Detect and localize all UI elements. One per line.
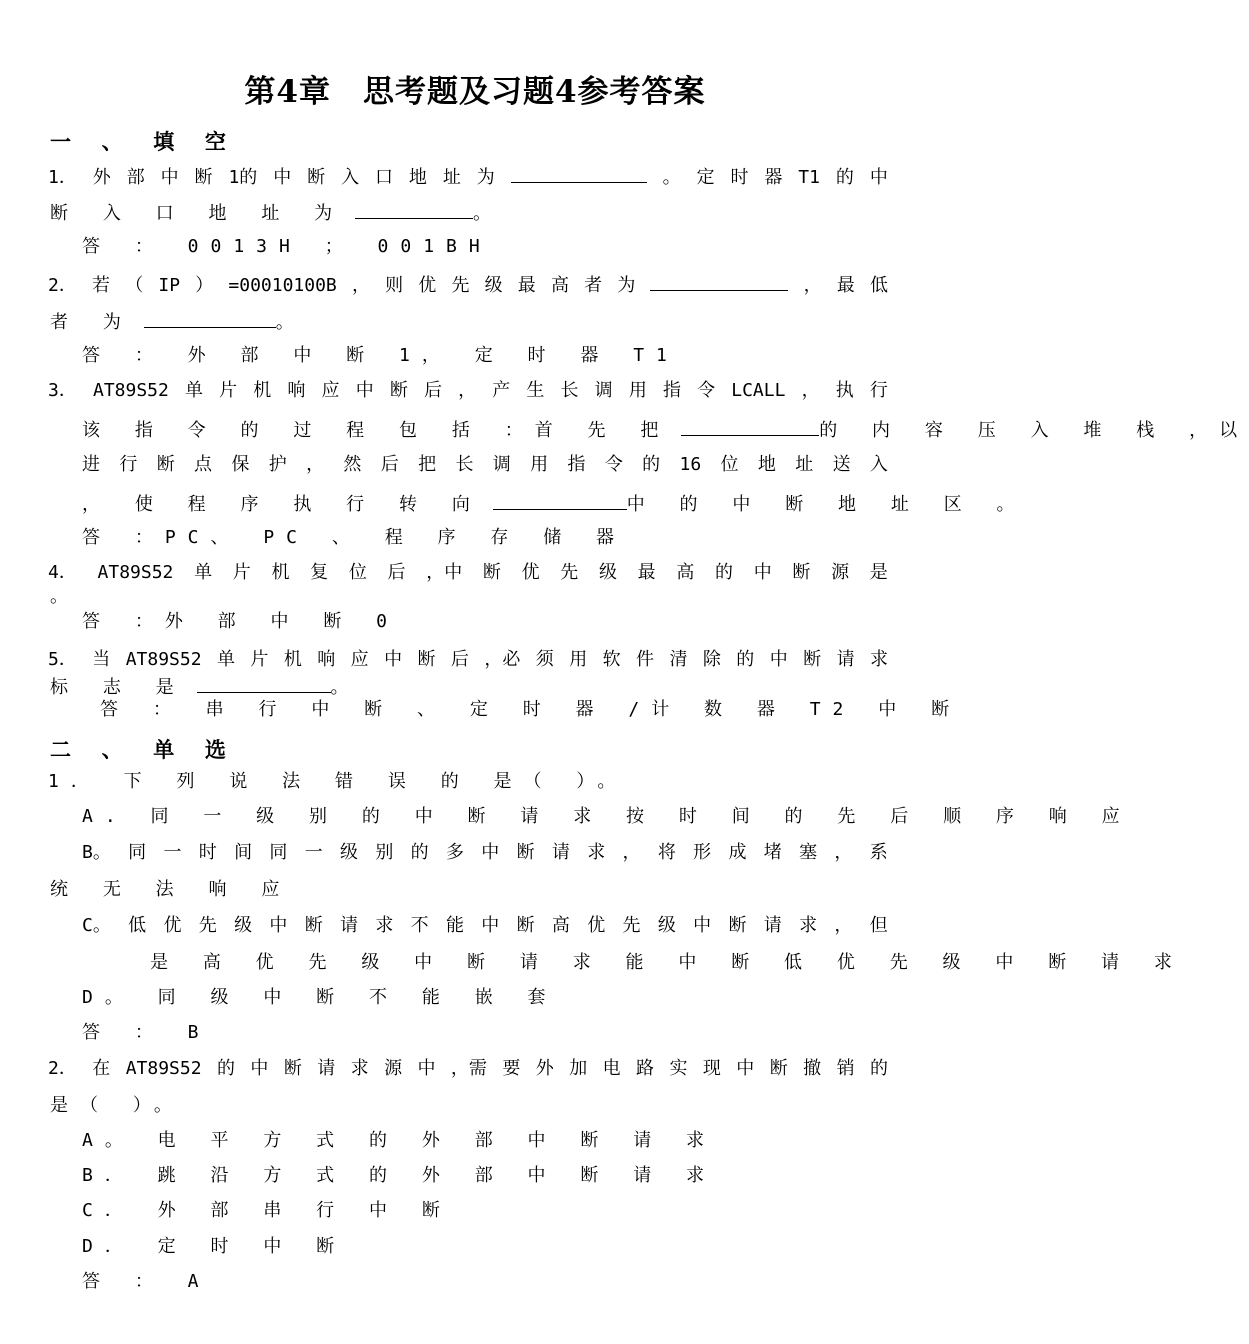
q4-answer: 答 ：外 部 中 断 0 <box>82 611 400 632</box>
text-token: 不 <box>410 915 429 936</box>
text-token: 先 <box>622 915 641 936</box>
text-token: 中 <box>736 1058 755 1079</box>
text-token: 断 <box>792 562 811 583</box>
text-token: 位 <box>720 454 739 475</box>
text-token: 最 <box>517 275 536 296</box>
text-token: 中 <box>417 1058 436 1079</box>
text-token: 最 <box>637 562 656 583</box>
text-token: LCALL <box>731 380 786 401</box>
text-token: 入 <box>341 167 360 188</box>
text-token: 进 <box>82 454 100 475</box>
text-token: 现 <box>702 1058 721 1079</box>
text-token: 中 <box>481 842 500 863</box>
text-token: 低 <box>128 915 147 936</box>
text-token: 入 <box>869 454 888 475</box>
text-token: 单 <box>184 380 203 401</box>
text-token: 能 <box>445 915 464 936</box>
s1-option-b-line-1 <box>82 842 888 864</box>
text-token: 地 <box>757 454 776 475</box>
text-token: 优 <box>521 562 540 583</box>
text-token: 系 <box>869 842 888 863</box>
text-token: 片 <box>250 649 269 670</box>
text-token: 一 <box>163 842 182 863</box>
text-token: 当 <box>92 649 111 670</box>
section-heading-single-choice: 二 、 单 选 <box>50 738 235 762</box>
q2-line-1 <box>48 272 888 297</box>
text-token: 。 <box>662 167 681 188</box>
text-token: 令 <box>697 380 716 401</box>
text-token: 源 <box>831 562 850 583</box>
s2-option-b: B． 跳 沿 方 式 的 外 部 中 断 请 求 <box>82 1165 717 1186</box>
text-token: 低 <box>870 275 888 296</box>
text-token: 2． <box>48 1058 77 1079</box>
text-token: =00010100B <box>228 275 337 296</box>
q1-answer: 答 ： 0013H ； 001BH <box>82 236 492 257</box>
text-token: AT89S52 <box>92 380 169 401</box>
text-token: 时 <box>198 842 217 863</box>
text-token: 复 <box>310 562 329 583</box>
text-token: 断 <box>482 562 501 583</box>
text-token: AT89S52 <box>97 562 174 583</box>
text-token: 断 <box>728 915 747 936</box>
text-token: 一 <box>304 842 323 863</box>
q3-line-2: 该 指 令 的 过 程 包 括 ：首 先 把 的 内 容 压 入 堆 栈 ，以 <box>82 417 1249 442</box>
text-token: 行 <box>119 454 138 475</box>
text-token: 用 <box>530 454 549 475</box>
text-token: 后 <box>423 380 442 401</box>
text-token: 响 <box>287 380 306 401</box>
text-token: 最 <box>836 275 855 296</box>
text-token: 形 <box>693 842 712 863</box>
text-token: 断 <box>417 649 436 670</box>
text-token: 后 <box>380 454 399 475</box>
text-token: 3． <box>48 380 77 401</box>
text-token: 址 <box>795 454 814 475</box>
text-token: 求 <box>375 915 394 936</box>
text-token: 机 <box>283 649 302 670</box>
s2-option-a: A。 电 平 方 式 的 外 部 中 断 请 求 <box>82 1130 717 1151</box>
text-token: 多 <box>445 842 464 863</box>
text-token: 先 <box>560 562 579 583</box>
text-token: 件 <box>636 649 655 670</box>
q5-line-2: 标 志 是 。 <box>50 674 349 699</box>
text-token: 是 <box>869 562 888 583</box>
text-token: 令 <box>604 454 623 475</box>
text-token: 优 <box>163 915 182 936</box>
text-token: 优 <box>587 915 606 936</box>
text-token: 除 <box>702 649 721 670</box>
text-token: 产 <box>492 380 511 401</box>
section-heading-fill-blank: 一 、 填 空 <box>50 130 235 154</box>
text-token: 单 <box>194 562 213 583</box>
text-token: 求 <box>587 842 606 863</box>
text-token: 中 <box>273 167 292 188</box>
answer-blank <box>144 309 276 328</box>
text-token: 先 <box>451 275 470 296</box>
text-token: ， <box>801 380 820 401</box>
text-token: 机 <box>271 562 290 583</box>
text-token: 然 <box>343 454 362 475</box>
text-token: 位 <box>348 562 367 583</box>
s1-stem: 1． 下 列 说 法 错 误 的 是（ ）。 <box>48 771 628 792</box>
text-token: 应 <box>321 380 340 401</box>
text-token: 求 <box>799 915 818 936</box>
text-token: 4． <box>48 562 77 583</box>
q2-line-2: 者 为 。 <box>50 309 294 334</box>
text-token: T1 <box>798 167 820 188</box>
text-token: 销 <box>836 1058 855 1079</box>
text-token: AT89S52 <box>125 649 202 670</box>
text-token: 同 <box>269 842 288 863</box>
q3-answer: 答 ：PC、 PC 、 程 序 存 储 器 <box>82 527 627 548</box>
text-token: 求 <box>350 1058 369 1079</box>
text-token: ， <box>306 454 325 475</box>
text-token: 中 <box>160 167 179 188</box>
text-token: 者 <box>584 275 603 296</box>
text-token: 点 <box>194 454 213 475</box>
text-token: 地 <box>408 167 427 188</box>
q3-line-1 <box>48 380 888 402</box>
text-token: 请 <box>317 1058 336 1079</box>
text-token: ） <box>195 275 214 296</box>
s2-answer: 答 ： A <box>82 1271 211 1292</box>
text-token: 中 <box>384 649 403 670</box>
text-token: 5． <box>48 649 77 670</box>
q5-answer: 答 ： 串 行 中 断 、 定 时 器 /计 数 器 T2 中 断 <box>100 699 962 720</box>
text-token: 的 <box>736 649 755 670</box>
text-token: 级 <box>598 562 617 583</box>
text-token: ，中 <box>426 562 463 583</box>
s1-option-a: A. 同 一 级 别 的 中 断 请 求 按 时 间 的 先 后 顺 序 响 应 <box>82 806 1132 827</box>
text-token: 单 <box>216 649 235 670</box>
text-token: 的 <box>642 454 661 475</box>
text-token: 生 <box>526 380 545 401</box>
text-token: 把 <box>418 454 437 475</box>
text-token: 后 <box>387 562 406 583</box>
text-token: 的 <box>835 167 854 188</box>
text-token: 中 <box>693 915 712 936</box>
text-token: ， <box>622 842 641 863</box>
text-token: 将 <box>657 842 676 863</box>
text-token: 用 <box>569 649 588 670</box>
text-token: 若 <box>92 275 111 296</box>
text-token: 级 <box>234 915 253 936</box>
page-title: 第4章 思考题及习题4参考答案 <box>244 74 706 110</box>
text-token: 请 <box>551 842 570 863</box>
text-token: IP <box>158 275 181 296</box>
text-token: 16 <box>679 454 702 475</box>
text-token: 间 <box>234 842 253 863</box>
text-token: 先 <box>198 915 217 936</box>
text-token: 执 <box>835 380 854 401</box>
answer-blank <box>650 272 788 291</box>
text-token: 指 <box>662 380 681 401</box>
q4-line-1 <box>48 562 888 584</box>
text-token: ， <box>834 842 853 863</box>
s2-option-d: D． 定 时 中 断 <box>82 1236 347 1257</box>
text-token: 机 <box>253 380 272 401</box>
text-token: ， <box>803 275 822 296</box>
text-token: （ <box>125 275 144 296</box>
text-token: 定 <box>696 167 715 188</box>
text-token: 路 <box>636 1058 655 1079</box>
q3-line-3 <box>82 454 888 476</box>
text-token: 请 <box>340 915 359 936</box>
text-token: 别 <box>375 842 394 863</box>
text-token: 高 <box>551 915 570 936</box>
text-token: 但 <box>869 915 888 936</box>
text-token: 指 <box>567 454 586 475</box>
text-token: 断 <box>516 915 535 936</box>
text-token: 高 <box>550 275 569 296</box>
text-token: 断 <box>389 380 408 401</box>
text-token: 级 <box>484 275 503 296</box>
text-token: 须 <box>535 649 554 670</box>
text-token: 器 <box>764 167 783 188</box>
text-token: 外 <box>535 1058 554 1079</box>
text-token: 断 <box>194 167 213 188</box>
text-token: 响 <box>317 649 336 670</box>
text-token: 中 <box>481 915 500 936</box>
text-token: 中 <box>269 915 288 936</box>
text-token: 口 <box>374 167 393 188</box>
text-token: 1． <box>48 167 77 188</box>
text-token: 中 <box>753 562 772 583</box>
text-token: 调 <box>492 454 511 475</box>
text-token: 请 <box>836 649 855 670</box>
text-token: 加 <box>569 1058 588 1079</box>
answer-blank <box>493 491 627 510</box>
text-token: 要 <box>502 1058 521 1079</box>
text-token: 1的 <box>228 167 258 188</box>
q3-line-4: ， 使 程 序 执 行 转 向 中 的 中 断 地 址 区 。 <box>82 491 1027 516</box>
q4-line-2: 。 <box>50 586 68 607</box>
text-token: 时 <box>730 167 749 188</box>
answer-blank <box>197 674 331 693</box>
text-token: ，必 <box>484 649 521 670</box>
text-token: 的 <box>216 1058 235 1079</box>
text-token: 保 <box>231 454 250 475</box>
text-token: 送 <box>832 454 851 475</box>
text-token: 请 <box>763 915 782 936</box>
answer-blank <box>681 417 819 436</box>
text-token: 后 <box>450 649 469 670</box>
text-token: 2． <box>48 275 77 296</box>
text-token: 应 <box>350 649 369 670</box>
text-token: 清 <box>669 649 688 670</box>
text-token: 护 <box>268 454 287 475</box>
text-token: 为 <box>617 275 636 296</box>
text-token: 址 <box>442 167 461 188</box>
s1-option-d: D。 同 级 中 断 不 能 嵌 套 <box>82 987 558 1008</box>
text-token: 调 <box>594 380 613 401</box>
text-token: 成 <box>728 842 747 863</box>
s1-option-b-line-2: 统 无 法 响 应 <box>50 879 292 900</box>
text-token: ，需 <box>450 1058 487 1079</box>
q2-answer: 答 ： 外 部 中 断 1， 定 时 器 T1 <box>82 345 679 366</box>
text-token: 断 <box>307 167 326 188</box>
text-token: 则 <box>385 275 404 296</box>
text-token: 行 <box>869 380 888 401</box>
text-token: 电 <box>602 1058 621 1079</box>
text-token: 部 <box>126 167 145 188</box>
text-token: 的 <box>869 1058 888 1079</box>
text-token: 求 <box>869 649 888 670</box>
text-token: 的 <box>410 842 429 863</box>
text-token: 断 <box>769 1058 788 1079</box>
s2-line-1 <box>48 1058 888 1080</box>
answer-blank <box>355 200 473 219</box>
text-token: 片 <box>232 562 251 583</box>
text-token: 的 <box>715 562 734 583</box>
s2-option-c: C． 外 部 串 行 中 断 <box>82 1200 452 1221</box>
s1-answer: 答 ： B <box>82 1022 211 1043</box>
text-token: ， <box>458 380 477 401</box>
text-token: 中 <box>769 649 788 670</box>
q1-line-2: 断 入 口 地 址 为 。 <box>50 200 491 225</box>
text-token: 断 <box>283 1058 302 1079</box>
text-token: 塞 <box>799 842 818 863</box>
text-token: 断 <box>304 915 323 936</box>
text-token: 优 <box>418 275 437 296</box>
text-token: ， <box>834 915 853 936</box>
text-token: 源 <box>384 1058 403 1079</box>
q5-line-1 <box>48 649 888 671</box>
text-token: 中 <box>869 167 888 188</box>
text-token: B。 <box>82 842 111 863</box>
text-token: 外 <box>92 167 111 188</box>
text-token: 同 <box>128 842 147 863</box>
text-token: 用 <box>628 380 647 401</box>
text-token: 为 <box>476 167 495 188</box>
answer-blank <box>511 164 647 183</box>
text-token: 堵 <box>763 842 782 863</box>
text-token: 长 <box>560 380 579 401</box>
text-token: 中 <box>355 380 374 401</box>
text-token: 断 <box>516 842 535 863</box>
s2-line-2: 是（ ）。 <box>50 1095 184 1116</box>
s1-option-c-line-2: 是 高 优 先 级 中 断 请 求 能 中 断 低 优 先 级 中 断 请 求 <box>150 952 1184 973</box>
text-token: 片 <box>219 380 238 401</box>
text-token: 级 <box>657 915 676 936</box>
text-token: 长 <box>455 454 474 475</box>
text-token: 级 <box>340 842 359 863</box>
text-token: 断 <box>803 649 822 670</box>
text-token: 在 <box>92 1058 111 1079</box>
text-token: AT89S52 <box>125 1058 202 1079</box>
text-token: ， <box>351 275 370 296</box>
s1-option-c-line-1 <box>82 915 888 937</box>
text-token: 中 <box>250 1058 269 1079</box>
text-token: C。 <box>82 915 111 936</box>
text-token: 撤 <box>803 1058 822 1079</box>
q1-line-1 <box>48 164 888 189</box>
text-token: 软 <box>602 649 621 670</box>
text-token: 断 <box>156 454 175 475</box>
text-token: 高 <box>676 562 695 583</box>
text-token: 实 <box>669 1058 688 1079</box>
